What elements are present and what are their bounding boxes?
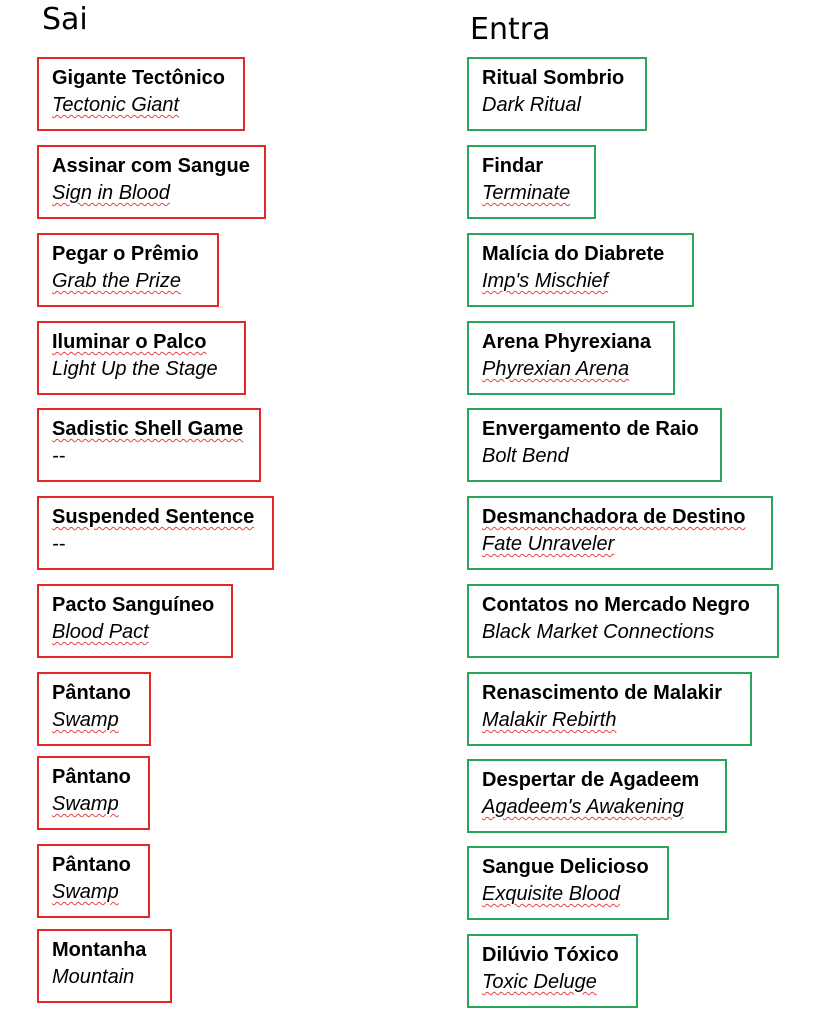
card-name-pt: Suspended Sentence [52,506,255,528]
in-heading: Entra [470,12,551,47]
card-name-en: -- [52,445,66,467]
in-card [467,584,779,658]
card-name-en: Swamp [52,881,119,903]
card-name-pt: Findar [482,155,544,177]
card-name-pt: Pântano [52,854,131,876]
card-name-en: Mountain [52,966,135,988]
out-card [37,929,172,1003]
card-name-pt: Envergamento de Raio [482,418,699,440]
card-name-en: Grab the Prize [52,270,181,292]
card-name-en: Terminate [482,182,571,204]
in-card [467,934,638,1008]
card-name-en: Swamp [52,709,119,731]
out-card [37,57,245,131]
card-name-en: Tectonic Giant [52,94,180,116]
in-card [467,408,722,482]
out-card [37,321,246,395]
card-name-en: Black Market Connections [482,621,715,643]
card-name-pt: Iluminar o Palco [52,331,207,353]
in-card [467,233,694,307]
in-card [467,759,727,833]
card-name-pt: Assinar com Sangue [52,155,250,177]
out-card [37,496,274,570]
in-card [467,496,773,570]
card-name-en: Phyrexian Arena [482,358,630,380]
card-name-pt: Gigante Tectônico [52,67,225,89]
card-name-pt: Despertar de Agadeem [482,769,700,791]
card-name-pt: Ritual Sombrio [482,67,625,89]
out-card [37,672,151,746]
in-card [467,57,647,131]
card-name-en: Light Up the Stage [52,358,218,380]
card-name-pt: Pacto Sanguíneo [52,594,215,616]
out-heading: Sai [42,2,88,37]
card-name-pt: Renascimento de Malakir [482,682,723,704]
card-name-en: Swamp [52,793,119,815]
out-card [37,844,150,918]
card-name-en: Toxic Deluge [482,971,597,993]
card-name-en: Malakir Rebirth [482,709,617,731]
card-name-pt: Montanha [52,939,147,961]
card-name-pt: Sadistic Shell Game [52,418,244,440]
card-name-en: Fate Unraveler [482,533,615,555]
card-name-pt: Malícia do Diabrete [482,243,665,265]
card-name-pt: Desmanchadora de Destino [482,506,746,528]
out-card [37,756,150,830]
card-name-en: Agadeem's Awakening [482,796,684,818]
in-card [467,672,752,746]
card-name-en: Bolt Bend [482,445,569,467]
card-name-pt: Pegar o Prêmio [52,243,199,265]
out-card [37,408,261,482]
out-card [37,233,219,307]
card-name-pt: Sangue Delicioso [482,856,649,878]
in-card [467,846,669,920]
card-name-pt: Contatos no Mercado Negro [482,594,750,616]
in-card [467,145,596,219]
card-name-en: Blood Pact [52,621,149,643]
out-card [37,145,266,219]
card-name-en: Dark Ritual [482,94,581,116]
in-card [467,321,675,395]
card-name-pt: Arena Phyrexiana [482,331,651,353]
card-name-en: -- [52,533,66,555]
card-name-en: Sign in Blood [52,182,170,204]
card-name-en: Imp's Mischief [482,270,609,292]
card-name-pt: Pântano [52,766,131,788]
card-name-pt: Dilúvio Tóxico [482,944,619,966]
card-name-en: Exquisite Blood [482,883,620,905]
out-card [37,584,233,658]
card-name-pt: Pântano [52,682,131,704]
